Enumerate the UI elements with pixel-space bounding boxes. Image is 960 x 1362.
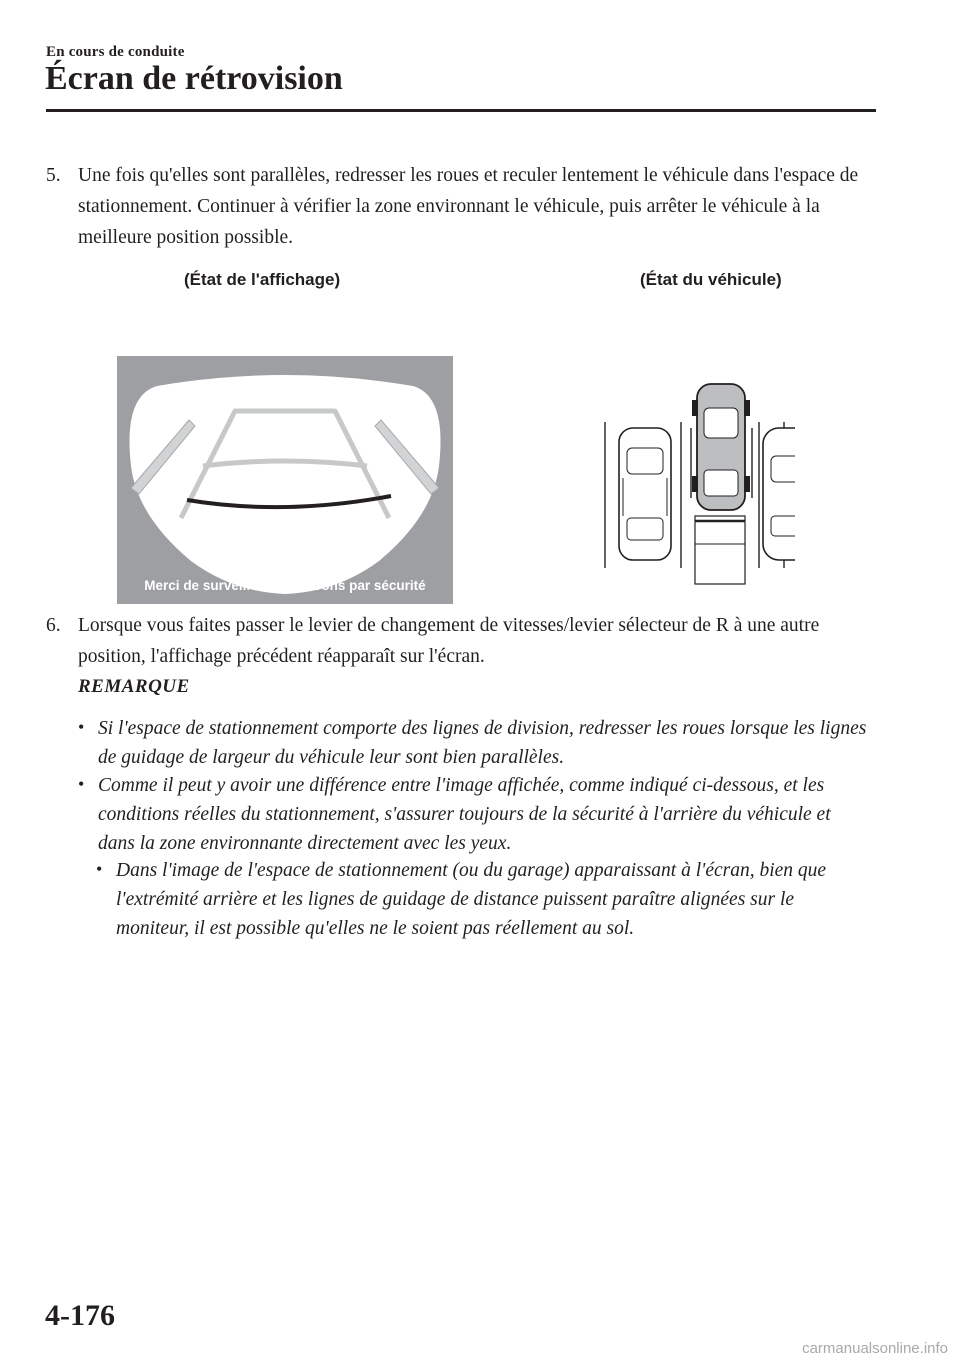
step-number: 6. bbox=[46, 615, 61, 636]
note-heading: REMARQUE bbox=[78, 676, 190, 697]
step-5 bbox=[46, 160, 876, 253]
screen-warning-text: Merci de surveiller les environs par sécurité bbox=[144, 578, 426, 593]
note-subitem bbox=[96, 856, 866, 943]
vehicle-position-illustration bbox=[595, 378, 795, 588]
parked-car-right bbox=[763, 428, 795, 560]
reversing-vehicle bbox=[692, 384, 750, 510]
camera-view-illustration bbox=[117, 356, 453, 604]
step-text: Lorsque vous faites passer le levier de changement de vitesses/levier sélecteur de R à une autre position, l'affichage précédent réapparaît sur l'écran. bbox=[78, 615, 820, 667]
watermark: carmanualsonline.info bbox=[802, 1340, 948, 1357]
note-item bbox=[78, 771, 868, 858]
bullet-icon: • bbox=[78, 717, 85, 737]
page-number: 4-176 bbox=[45, 1299, 115, 1332]
rear-camera-screen bbox=[117, 356, 453, 604]
step-number: 5. bbox=[46, 165, 61, 186]
step-text: Une fois qu'elles sont parallèles, redresser les roues et reculer lentement le véhicule dans l'espace de stationnement. Continuer à vérifier la zone environnant le véhicule, puis arrêter le véhicule à la meilleure position possible. bbox=[78, 165, 859, 248]
title-rule bbox=[46, 109, 876, 112]
parked-car-left bbox=[619, 428, 671, 560]
parking-space-outline bbox=[695, 516, 745, 584]
caption-display-state: (État de l'affichage) bbox=[184, 270, 341, 289]
note-item bbox=[78, 714, 868, 772]
caption-vehicle-state: (État du véhicule) bbox=[640, 270, 782, 289]
step-6 bbox=[46, 610, 876, 672]
note-item-text: Comme il peut y avoir une différence entre l'image affichée, comme indiqué ci-dessous, et les conditions réelles du stationnement, s'assurer toujours de la sécurité à l'arrière du véhicule et dans la zone environnante directement avec les yeux. bbox=[98, 775, 831, 854]
note-item-text: Si l'espace de stationnement comporte des lignes de division, redresser les roues lorsque les lignes de guidage de largeur du véhicule leur sont bien parallèles. bbox=[98, 718, 867, 768]
bullet-icon: • bbox=[78, 774, 85, 794]
note-subitem-text: Dans l'image de l'espace de stationnement (ou du garage) apparaissant à l'écran, bien que l'extrémité arrière et les lignes de guidage de distance puissent paraître alignées sur le moniteur, il est possible qu'elles ne le soient pas réellement au sol. bbox=[116, 860, 827, 939]
page-title: Écran de rétrovision bbox=[45, 60, 343, 97]
vehicle-parking-diagram bbox=[595, 378, 795, 588]
bullet-icon: • bbox=[96, 859, 103, 879]
section-label: En cours de conduite bbox=[46, 44, 185, 60]
